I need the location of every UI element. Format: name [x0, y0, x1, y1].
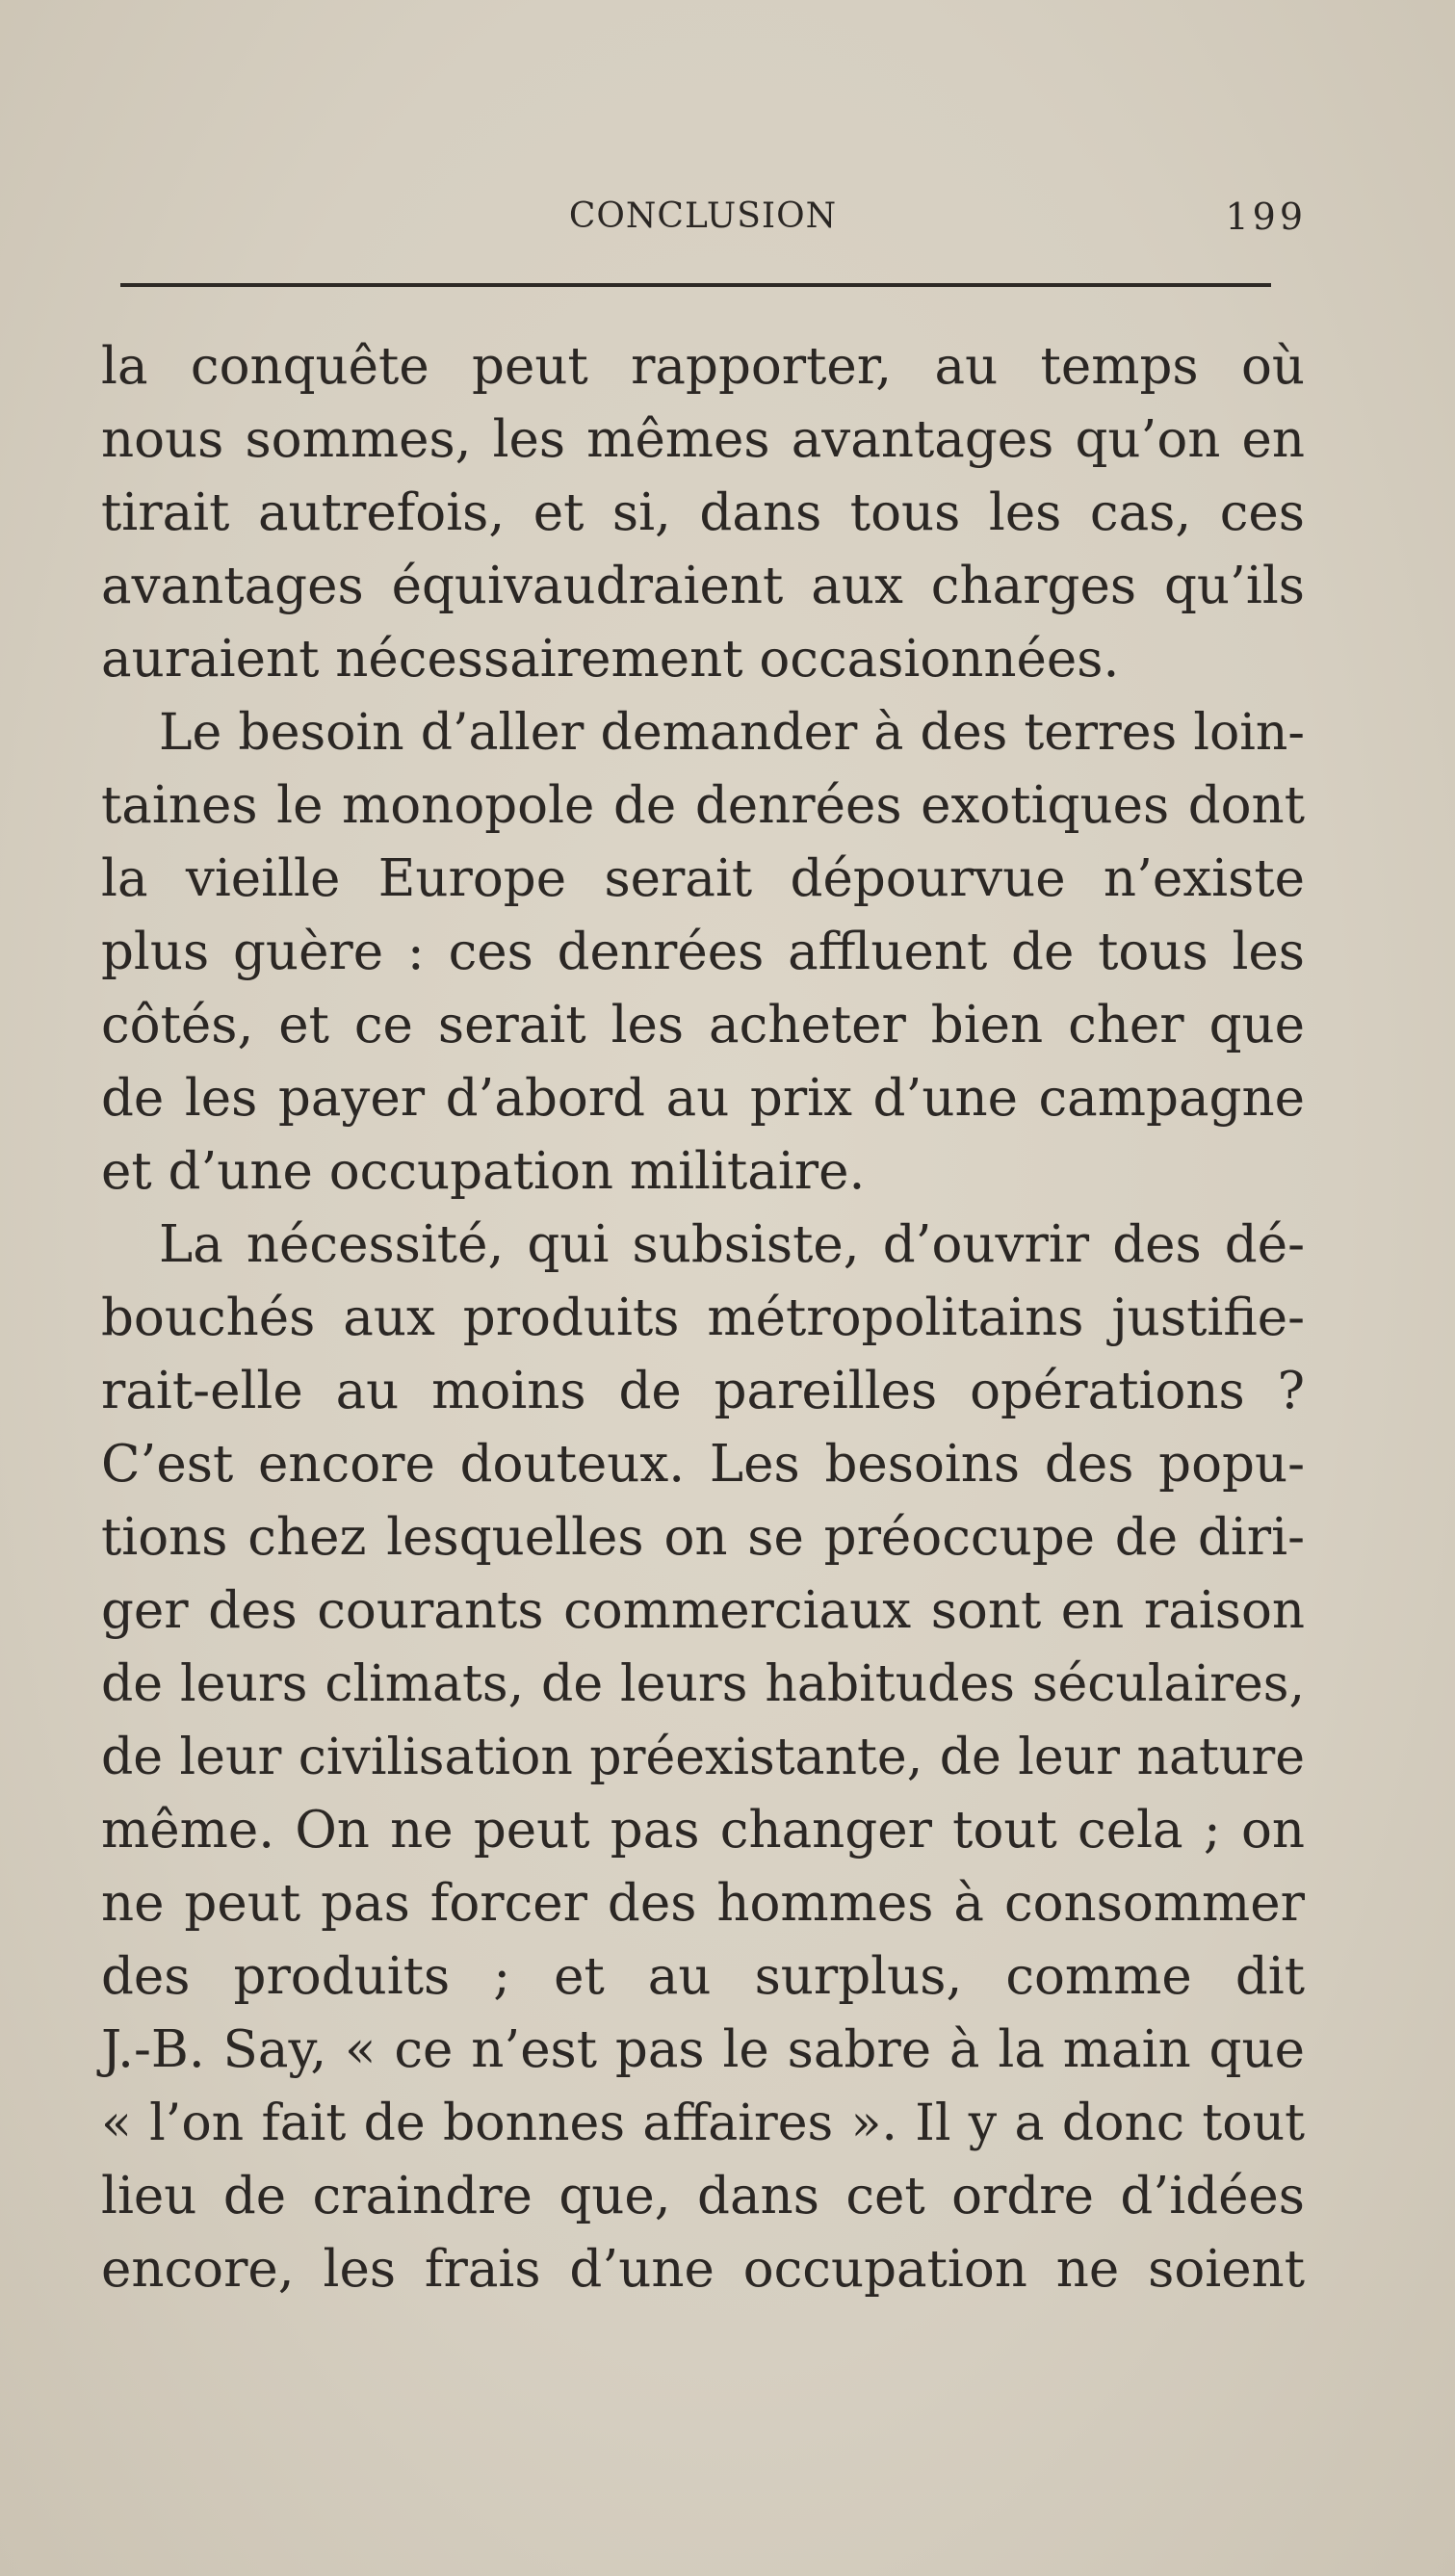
text-line: taines le monopole de denrées exotiques dont [101, 776, 1305, 835]
text-line: de leur civilisation préexistante, de leur nature [101, 1729, 1305, 1786]
text-line: Le besoin d’aller demander à des terres loin- [159, 704, 1305, 762]
text-line: « l’on fait de bonnes affaires ». Il y a donc tout [101, 2095, 1305, 2152]
text-line: La nécessité, qui subsiste, d’ouvrir des dé- [159, 1215, 1305, 1274]
text-line: tions chez lesquelles on se préoccupe de diri- [101, 1508, 1305, 1567]
text-line: avantages équivaudraient aux charges qu’ils [101, 557, 1305, 615]
text-line: plus guère : ces denrées affluent de tous les [101, 923, 1305, 981]
body-text [101, 330, 1305, 2306]
text-line: des produits ; et au surplus, comme dit [101, 1947, 1305, 2006]
text-line: rait-elle au moins de pareilles opérations ? [101, 1362, 1305, 1420]
text-line: la vieille Europe serait dépourvue n’existe [101, 849, 1305, 908]
text-line: côtés, et ce serait les acheter bien cher que [101, 996, 1305, 1054]
running-head [101, 193, 1305, 241]
text-line: ger des courants commerciaux sont en raison [101, 1581, 1305, 1640]
text-line: C’est encore douteux. Les besoins des popu- [101, 1435, 1305, 1494]
text-line: nous sommes, les mêmes avantages qu’on en [101, 410, 1305, 469]
text-line: de leurs climats, de leurs habitudes séculaires, [101, 1655, 1305, 1713]
text-line: bouchés aux produits métropolitains justifie- [101, 1288, 1305, 1347]
header-rule [120, 283, 1271, 287]
text-line: de les payer d’abord au prix d’une campagne [101, 1069, 1305, 1128]
text-line: ne peut pas forcer des hommes à consommer [101, 1874, 1305, 1933]
text-line: même. On ne peut pas changer tout cela ; on [101, 1801, 1305, 1860]
text-line: la conquête peut rapporter, au temps où [101, 337, 1305, 396]
text-line: auraient nécessairement occasionnées. [101, 630, 1120, 689]
text-line: lieu de craindre que, dans cet ordre d’idées [101, 2167, 1305, 2225]
text-line: encore, les frais d’une occupation ne soient [101, 2240, 1305, 2299]
running-title: CONCLUSION [568, 196, 838, 236]
page-number: 199 [1225, 195, 1307, 238]
text-line: et d’une occupation militaire. [101, 1142, 866, 1201]
text-line: J.-B. Say, « ce n’est pas le sabre à la main que [101, 2020, 1305, 2079]
text-line: tirait autrefois, et si, dans tous les cas, ces [101, 483, 1305, 542]
